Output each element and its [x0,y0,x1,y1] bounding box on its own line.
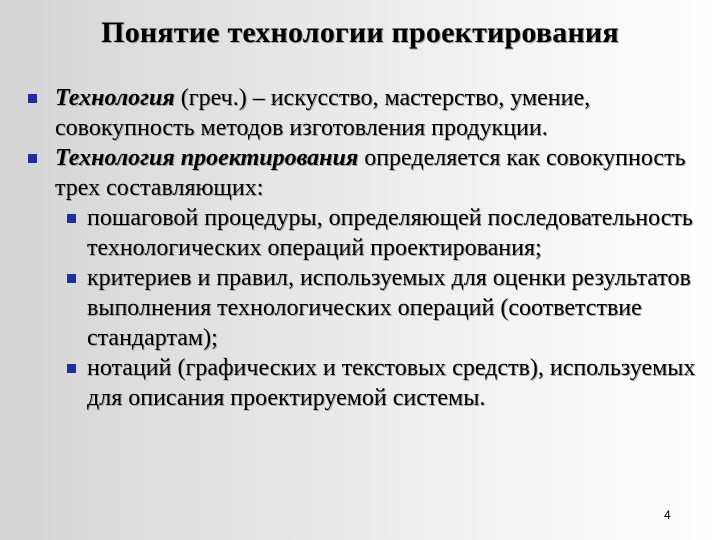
sub-list-item [55,203,720,263]
sub-list [55,203,720,413]
sub-item-text: нотаций (графических и текстовых средств), используемых для описания проектируемой системы. [87,355,696,411]
slide-title: Понятие технологии проектирования [101,16,619,49]
term: Технология [55,85,175,111]
sub-list-item [55,353,720,413]
square-bullet-icon [28,94,37,103]
sub-item-text: пошаговой процедуры, определяющей последовательность технологических операций проектирования; [87,205,693,261]
list-item [0,83,720,143]
term: Технология проектирования [55,145,359,171]
bullet-list [0,83,720,413]
square-bullet-icon [28,154,37,163]
definition-text: определяется как совокупность трех составляющих: [55,145,686,201]
sub-list-item [55,263,720,353]
square-bullet-icon [67,364,76,373]
square-bullet-icon [67,274,76,283]
list-item [0,143,720,413]
sub-item-text: критериев и правил, используемых для оценки результатов выполнения технологических операций (соответствие стандартам); [87,265,691,351]
definition-text: (греч.) – искусство, мастерство, умение, совокупность методов изготовления продукции. [55,85,591,141]
square-bullet-icon [67,214,76,223]
page-number: 4 [664,508,671,522]
